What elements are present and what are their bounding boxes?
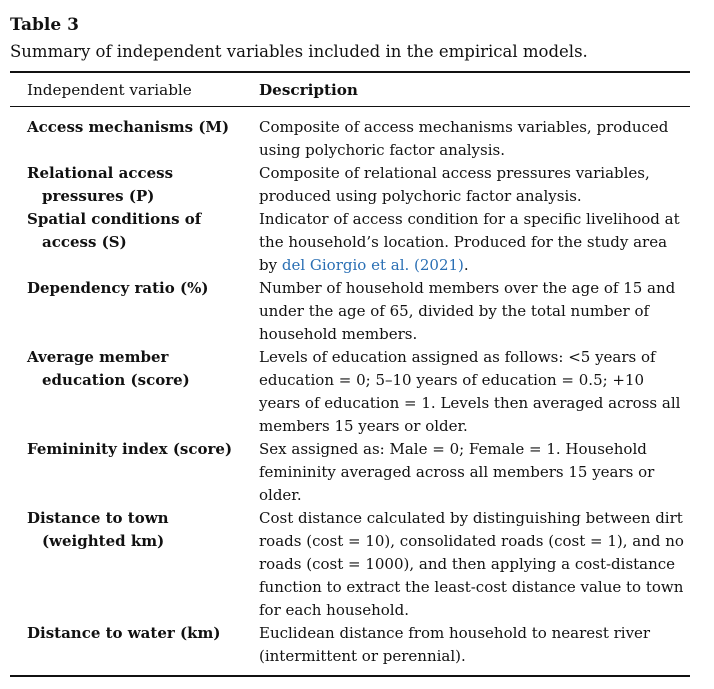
- description-line: Indicator of access condition for a specific livelihood at: [259, 210, 680, 228]
- table-label: Table 3: [10, 15, 79, 35]
- variable-name: Distance to town (weighted km): [27, 509, 169, 550]
- description-line: Number of household members over the age of 15 and: [259, 279, 676, 297]
- description-line: femininity averaged across all members 15 years or: [259, 463, 655, 481]
- citation-link[interactable]: del Giorgio et al. (2021): [281, 256, 464, 274]
- description-text: .: [463, 256, 469, 274]
- description-line: Composite of relational access pressures variables,: [259, 164, 650, 182]
- variable-name: Femininity index (score): [27, 440, 233, 458]
- variable-description: [259, 116, 689, 162]
- variable-description: [259, 162, 689, 208]
- table-row: [0, 438, 714, 507]
- table-row: [0, 346, 714, 438]
- variable-description: [259, 438, 689, 507]
- description-text: by: [259, 256, 282, 274]
- table-row: [0, 277, 714, 346]
- table-row: [0, 162, 714, 208]
- table-row: [0, 208, 714, 277]
- description-line: Cost distance calculated by distinguishing between dirt: [259, 509, 683, 527]
- variable-name: Access mechanisms (M): [27, 118, 230, 136]
- description-line: older.: [259, 486, 302, 504]
- variable-description: [259, 208, 689, 277]
- description-line: Sex assigned as: Male = 0; Female = 1. Household: [259, 440, 647, 458]
- table-caption: Summary of independent variables included in the empirical models.: [10, 42, 588, 61]
- description-line: Euclidean distance from household to nearest river: [259, 624, 651, 642]
- variable-description: [259, 507, 689, 622]
- description-line: using polychoric factor analysis.: [259, 141, 505, 159]
- description-line: years of education = 1. Levels then averaged across all: [259, 394, 681, 412]
- description-line: Levels of education assigned as follows: <5 years of: [259, 348, 656, 366]
- description-line: Composite of access mechanisms variables, produced: [259, 118, 669, 136]
- table-body: [0, 116, 714, 668]
- table-row: [0, 116, 714, 162]
- description-line: [259, 254, 689, 277]
- variable-name: Distance to water (km): [27, 624, 221, 642]
- variable-name: Dependency ratio (%): [27, 279, 209, 297]
- description-line: the household’s location. Produced for the study area: [259, 233, 668, 251]
- description-line: for each household.: [259, 601, 409, 619]
- variable-name: Spatial conditions of access (S): [27, 210, 202, 251]
- description-line: (intermittent or perennial).: [259, 647, 466, 665]
- column-header-variable: Independent variable: [27, 81, 192, 99]
- variable-description: [259, 346, 689, 438]
- top-rule: [10, 71, 690, 73]
- description-line: members 15 years or older.: [259, 417, 468, 435]
- variable-name: Average member education (score): [27, 348, 190, 389]
- description-line: under the age of 65, divided by the total number of: [259, 302, 650, 320]
- variable-description: [259, 622, 689, 668]
- description-line: roads (cost = 1000), and then applying a cost-distance: [259, 555, 676, 573]
- description-line: education = 0; 5–10 years of education = 0.5; +10: [259, 371, 645, 389]
- header-rule: [10, 106, 690, 107]
- variable-name: Relational access pressures (P): [27, 164, 174, 205]
- bottom-rule: [10, 675, 690, 677]
- description-line: function to extract the least-cost distance value to town: [259, 578, 684, 596]
- variable-description: [259, 277, 689, 346]
- table-row: [0, 507, 714, 622]
- table-row: [0, 622, 714, 668]
- column-header-description: Description: [259, 81, 358, 99]
- description-line: roads (cost = 10), consolidated roads (cost = 1), and no: [259, 532, 684, 550]
- description-line: household members.: [259, 325, 418, 343]
- description-line: produced using polychoric factor analysis.: [259, 187, 582, 205]
